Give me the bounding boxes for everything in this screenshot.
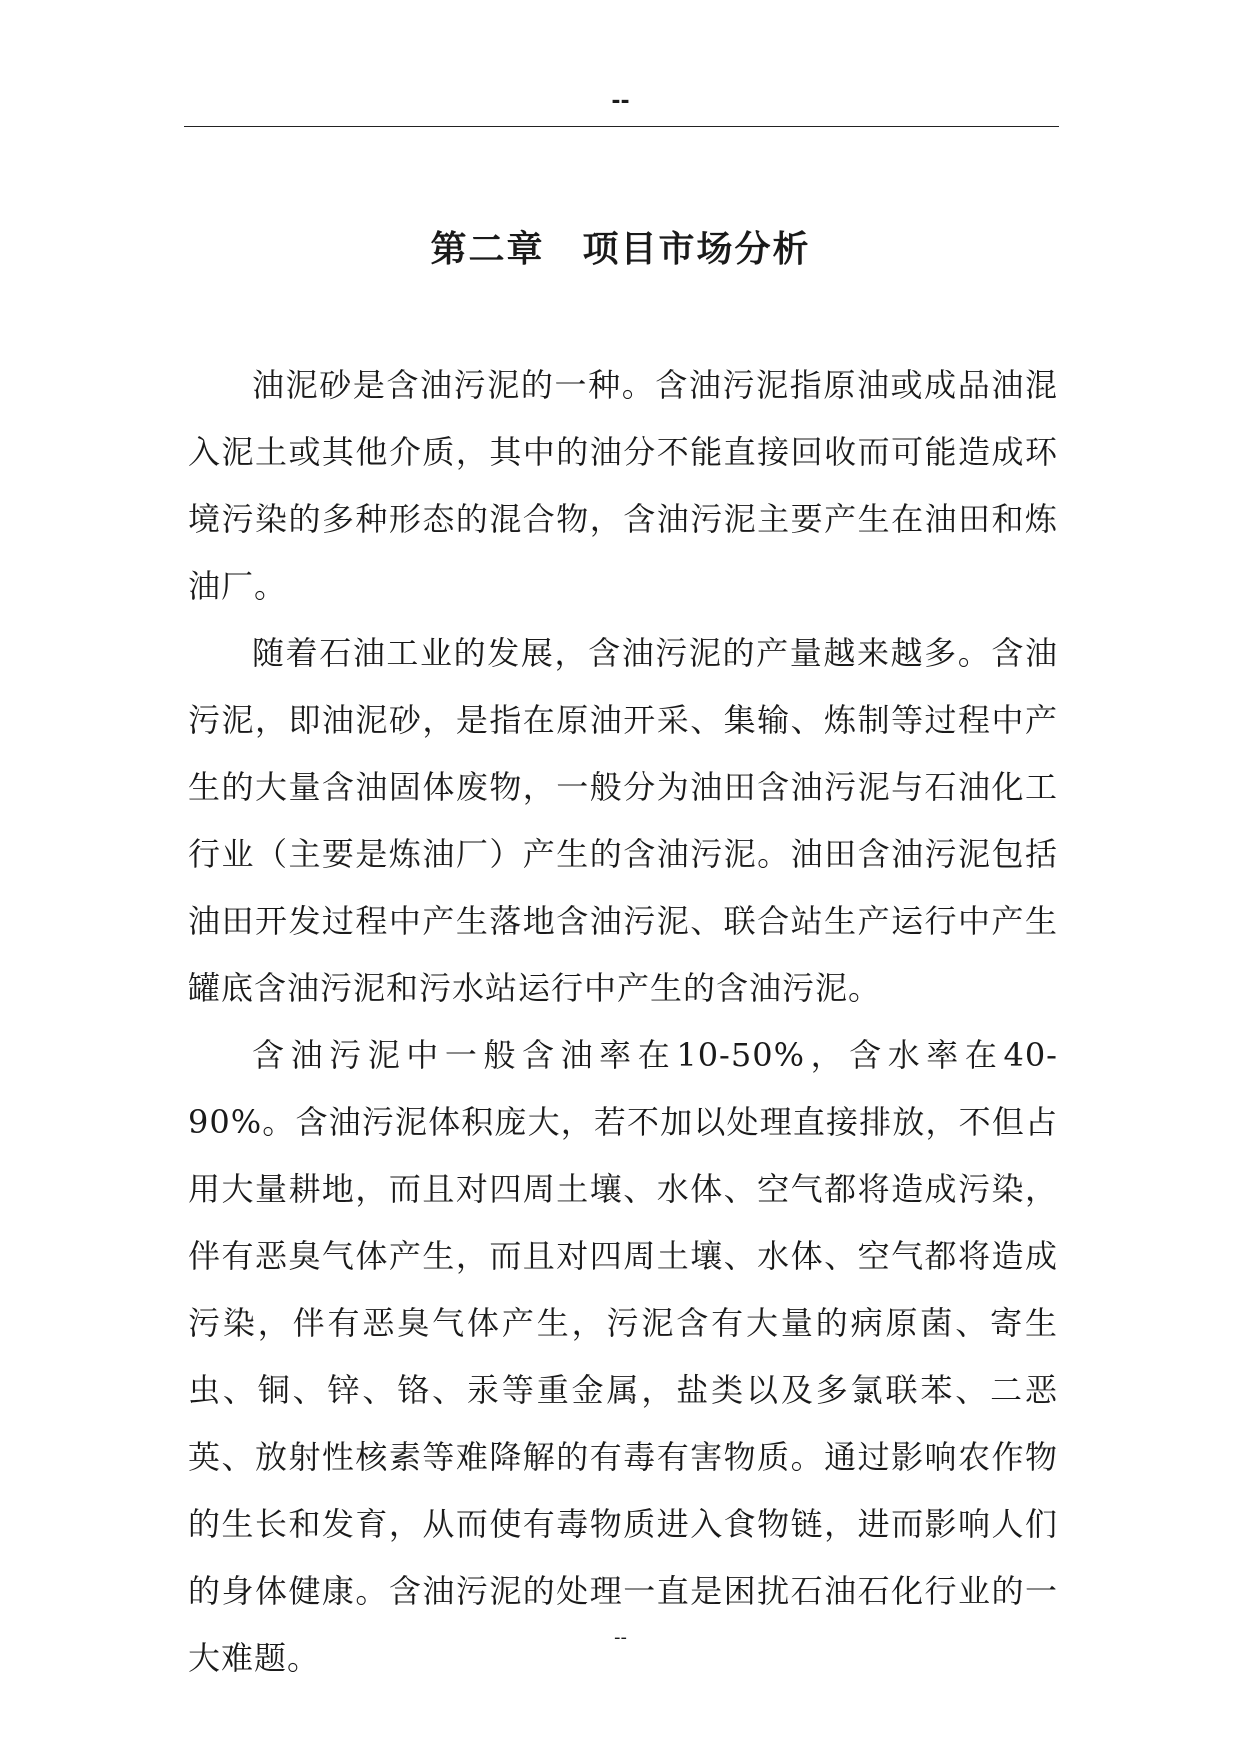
- header-divider: [184, 126, 1059, 127]
- page-footer-mark: --: [614, 1627, 627, 1648]
- page-header-mark: --: [611, 89, 630, 114]
- body-text: [188, 352, 1058, 1692]
- paragraph-3: 含油污泥中一般含油率在10-50%，含水率在40-90%。含油污泥体积庞大，若不加以处理直接排放，不但占用大量耕地，而且对四周土壤、水体、空气都将造成污染，伴有恶臭气体产生，而且对四周土壤、水体、空气都将造成污染，伴有恶臭气体产生，污泥含有大量的病原菌、寄生虫、铜、锌、铬、汞等重金属，盐类以及多氯联苯、二恶英、放射性核素等难降解的有毒有害物质。通过影响农作物的生长和发育，从而使有毒物质进入食物链，进而影响人们的身体健康。含油污泥的处理一直是困扰石油石化行业的一大难题。: [188, 1036, 1058, 1677]
- chapter-title: 第二章 项目市场分析: [430, 229, 811, 270]
- paragraph-2: 随着石油工业的发展，含油污泥的产量越来越多。含油污泥，即油泥砂，是指在原油开采、集输、炼制等过程中产生的大量含油固体废物，一般分为油田含油污泥与石油化工行业（主要是炼油厂）产生的含油污泥。油田含油污泥包括油田开发过程中产生落地含油污泥、联合站生产运行中产生罐底含油污泥和污水站运行中产生的含油污泥。: [188, 634, 1058, 1007]
- paragraph-1: 油泥砂是含油污泥的一种。含油污泥指原油或成品油混入泥土或其他介质，其中的油分不能直接回收而可能造成环境污染的多种形态的混合物，含油污泥主要产生在油田和炼油厂。: [188, 366, 1058, 605]
